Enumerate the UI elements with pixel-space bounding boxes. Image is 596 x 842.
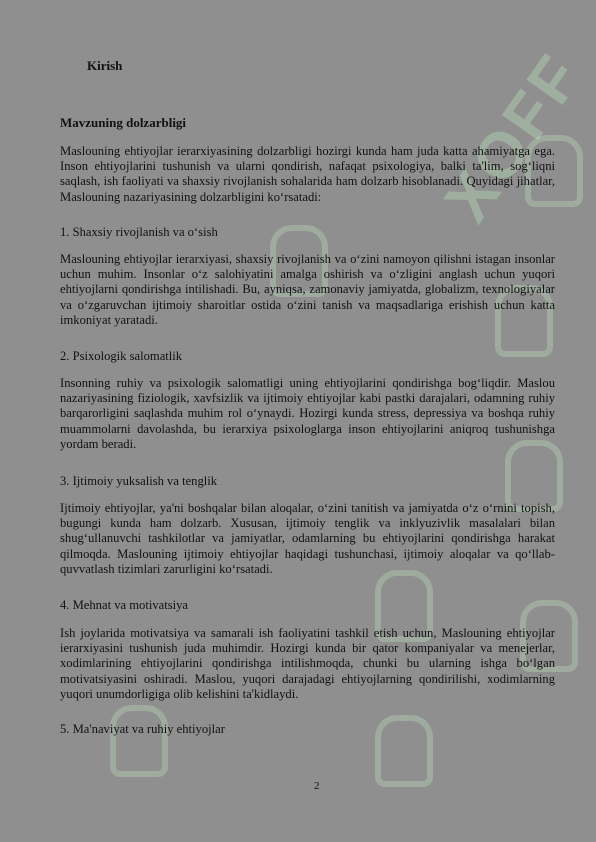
intro-paragraph: Maslouning ehtiyojlar ierarxiyasining dolzarbligi hozirgi kunda ham juda katta ahamiyatga ega. Inson ehtiyojlarini tushunish va ularni qondirish, nafaqat psixologiya, balki ta'lim, sog‘liqni saqlash, ish faoliyati va shaxsiy rivojlanish sohalarida ham dolzarb hisoblanadi. Quyidagi jihatlar, Maslouning nazariyasining dolzarbligini ko‘rsatadi: — [60, 144, 555, 204]
section-paragraph-2: Insonning ruhiy va psixologik salomatligi uning ehtiyojlarini qondirishga bog‘liqdir. Maslou nazariyasining fiziologik, xavfsizlik va ijtimoiy ehtiyojlar kabi pastki darajalari, odamning ruhiy barqarorligini saqlashda muhim rol o‘ynaydi. Hozirgi kunda stress, depressiya va boshqa ruhiy muammolarni davolashda, bu ierarxiya psixologlarga inson ehtiyojlarini aniqroq tushunishga yordam beradi. — [60, 376, 555, 451]
section-subtitle: Mavzuning dolzarbligi — [60, 115, 187, 130]
watermark-logo-icon — [375, 715, 433, 787]
section-heading-2: 2. Psixologik salomatlik — [60, 349, 183, 363]
section-heading-4: 4. Mehnat va motivatsiya — [60, 598, 189, 612]
watermark-logo-icon — [110, 705, 168, 777]
section-heading-3: 3. Ijtimoiy yuksalish va tenglik — [60, 474, 218, 488]
section-paragraph-3: Ijtimoiy ehtiyojlar, ya'ni boshqalar bilan aloqalar, o‘zini tanitish va jamiyatda o‘z o‘rnini topish, bugungi kunda ham dolzarb. Xususan, ijtimoiy tenglik va inklyuzivlik masalalari bilan shug‘ullanuvchi tashkilotlar va jamiyatlar, odamlarning bu ehtiyojlarini qondirishga harakat qilmoqda. Maslouning ijtimoiy ehtiyojlar haqidagi tushunchasi, ijtimoiy aloqalar va qo‘llab-quvvatlash tizimlari zarurligini ko‘rsatadi. — [60, 501, 555, 576]
section-paragraph-1: Maslouning ehtiyojlar ierarxiyasi, shaxsiy rivojlanish va o‘zini namoyon qilishni istagan insonlar uchun muhim. Insonlar o‘z salohiyatini amalga oshirish va o‘zligini anglash uchun yuqori ehtiyojlarni qondirishga intilishadi. Bu, ayniqsa, zamonaviy jamiyatda, globalizm, texnologiyalar va o‘zgaruvchan ijtimoiy sharoitlar ostida o‘zini tanish va maqsadlariga erishish uchun katta imkoniyat yaratadi. — [60, 252, 555, 327]
watermark-text: XOFF — [430, 39, 596, 235]
document-title: Kirish — [87, 58, 123, 73]
section-heading-5: 5. Ma'naviyat va ruhiy ehtiyojlar — [60, 722, 225, 736]
section-paragraph-4: Ish joylarida motivatsiya va samarali ish faoliyatini tashkil etish uchun, Maslouning ehtiyojlar ierarxiyasini tushunish juda muhimdir. Hozirgi kunda bir qator kompaniyalar va menejerlar, xodimlarining ehtiyojlarini qondirishga intilishmoqda, chunki bu ularning ishga bo‘lgan motivatsiyasini oshiradi. Maslou, yuqori darajadagi ehtiyojlarning qondirilishi, xodimlarning yuqori unumdorligiga olib kelishini ta'kidlaydi. — [60, 626, 555, 701]
section-heading-1: 1. Shaxsiy rivojlanish va o‘sish — [60, 225, 218, 239]
page-number: 2 — [314, 780, 320, 792]
